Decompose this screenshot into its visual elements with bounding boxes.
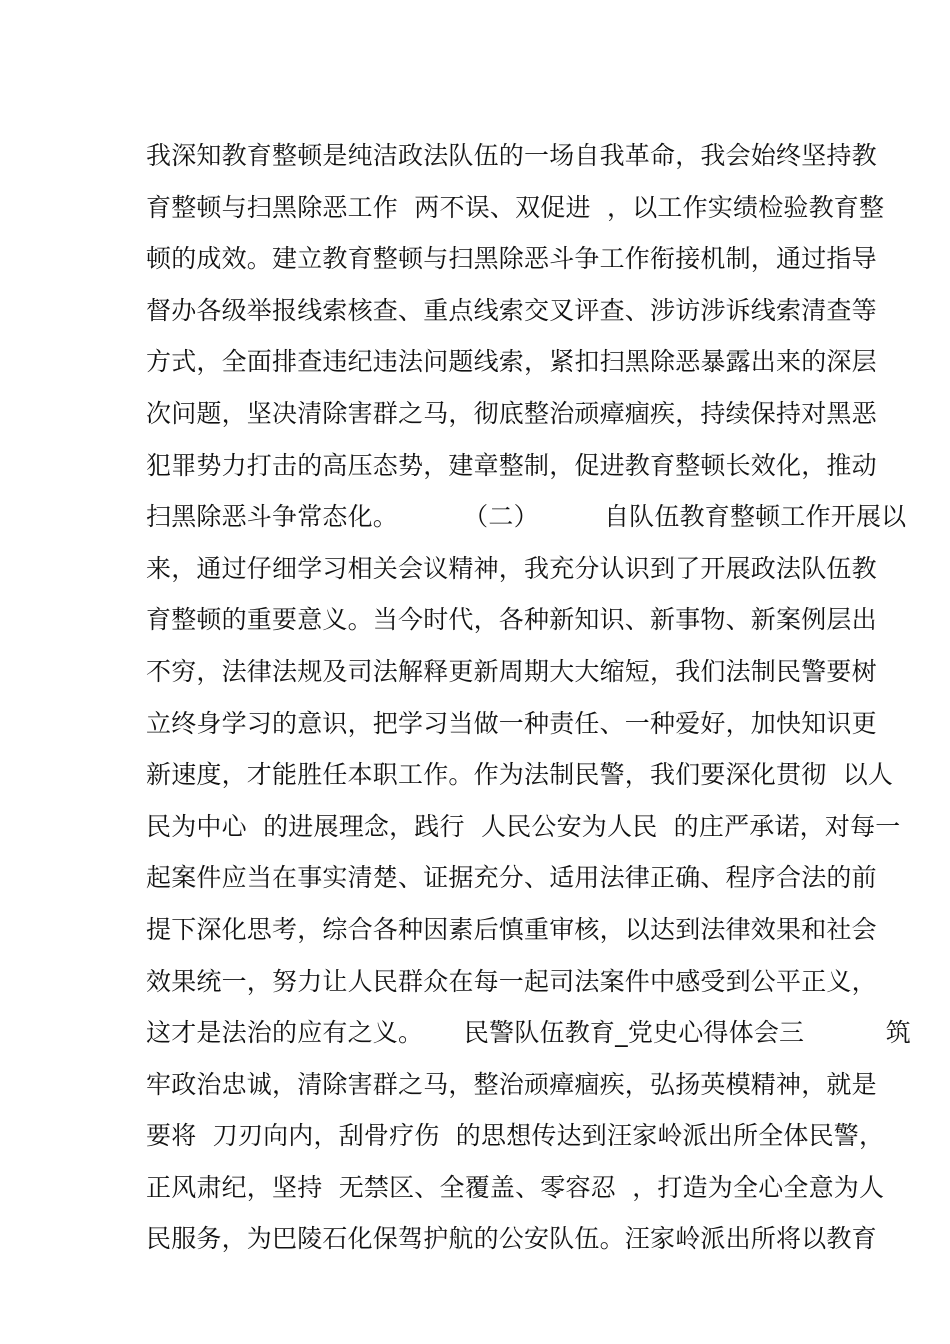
text-line: 牢政治忠诚，清除害群之马，整治顽瘴痼疾，弘扬英模精神，就是 xyxy=(146,1069,877,1099)
text-line: 正风肃纪，坚持 无禁区、全覆盖、零容忍 ，打造为全心全意为人 xyxy=(146,1172,885,1202)
text-line: 我深知教育整顿是纯洁政法队伍的一场自我革命，我会始终坚持教 xyxy=(146,141,877,170)
text-line: 这才是法治的应有之义。 民警队伍教育_党史心得体会三 筑 xyxy=(146,1018,911,1048)
text-line: 民服务，为巴陵石化保驾护航的公安队伍。汪家岭派出所将以教育 xyxy=(146,1224,877,1254)
text-line: 不穷，法律法规及司法解释更新周期大大缩短，我们法制民警要树 xyxy=(146,656,877,686)
text-line: 民为中心 的进展理念，践行 人民公安为人民 的庄严承诺，对每一 xyxy=(146,811,901,841)
text-line: 来，通过仔细学习相关会议精神，我充分认识到了开展政法队伍教 xyxy=(146,553,877,583)
text-line: 效果统一，努力让人民群众在每一起司法案件中感受到公平正义， xyxy=(146,966,877,996)
text-line: 方式，全面排查违纪违法问题线索，紧扣扫黑除恶暴露出来的深层 xyxy=(146,347,877,377)
text-line: 顿的成效。建立教育整顿与扫黑除恶斗争工作衔接机制，通过指导 xyxy=(146,244,877,274)
text-line: 育整顿与扫黑除恶工作 两不误、双促进 ，以工作实绩检验教育整 xyxy=(146,192,885,222)
text-line: 督办各级举报线索核查、重点线索交叉评查、涉访涉诉线索清查等 xyxy=(146,295,877,325)
text-line: 新速度，才能胜任本职工作。作为法制民警，我们要深化贯彻 以人 xyxy=(146,760,894,790)
text-line: 立终身学习的意识，把学习当做一种责任、一种爱好，加快知识更 xyxy=(146,708,877,738)
body-text xyxy=(146,130,911,1265)
text-line: 扫黑除恶斗争常态化。 （二） 自队伍教育整顿工作开展以 xyxy=(146,502,907,532)
text-line: 犯罪势力打击的高压态势，建章整制，促进教育整顿长效化，推动 xyxy=(146,450,877,480)
text-line: 起案件应当在事实清楚、证据充分、适用法律正确、程序合法的前 xyxy=(146,863,877,893)
text-line: 育整顿的重要意义。当今时代，各种新知识、新事物、新案例层出 xyxy=(146,605,877,635)
text-line: 要将 刀刃向内，刮骨疗伤 的思想传达到汪家岭派出所全体民警， xyxy=(146,1121,885,1151)
text-line: 提下深化思考，综合各种因素后慎重审核，以达到法律效果和社会 xyxy=(146,914,877,944)
text-line: 次问题，坚决清除害群之马，彻底整治顽瘴痼疾，持续保持对黑恶 xyxy=(146,398,877,428)
